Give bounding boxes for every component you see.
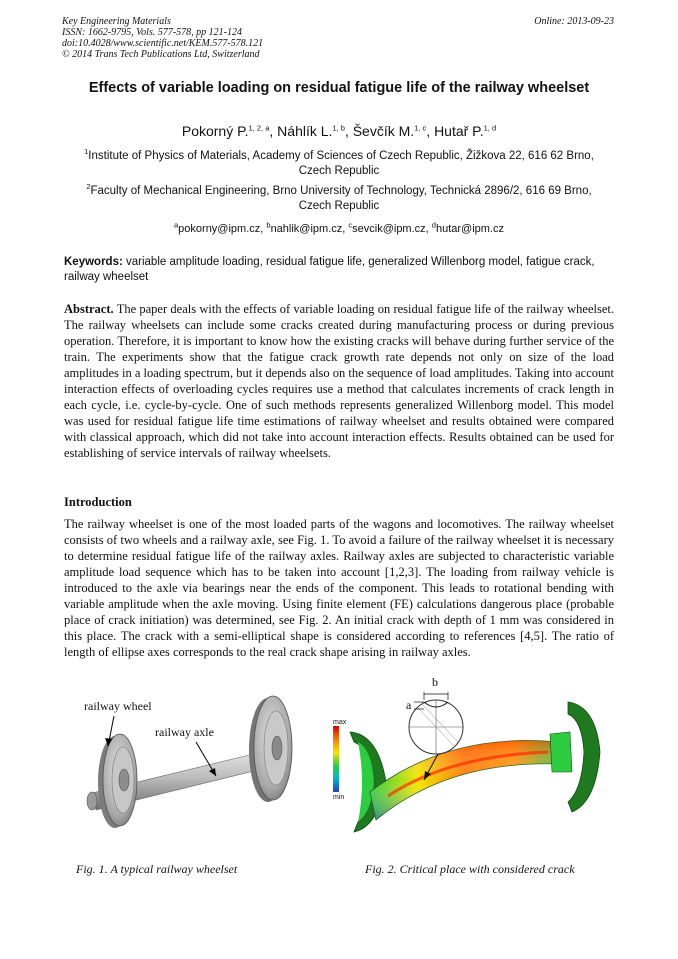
stress-legend: [333, 719, 347, 801]
email-link[interactable]: nahlik@ipm.cz: [270, 223, 343, 235]
fe-axle: [370, 741, 560, 820]
left-wheel: [98, 734, 137, 828]
author-name: Pokorný P.: [181, 123, 249, 139]
author-name: Ševčík M.: [352, 123, 415, 139]
figure-2-fe-model: [328, 672, 618, 852]
keywords: [64, 255, 614, 285]
figure-1-wheelset: [70, 690, 320, 850]
affiliation-2: [72, 184, 606, 214]
abstract: [64, 301, 614, 461]
keywords-text: variable amplitude loading, residual fatigue life, generalized Willenborg model, fatigue crack, railway wheelset: [64, 256, 595, 283]
email-link[interactable]: pokorny@ipm.cz: [178, 223, 261, 235]
author-list: Pokorný P.$^{1, 2, a}$, Náhlík L.$^{1, b}$, Ševčík M.$^{1, c}$, Hutař P.$^{1, d}$: [181, 123, 497, 139]
journal-header: [62, 16, 263, 60]
doi-line: doi:10.4028/www.scientific.net/KEM.577-578.121: [62, 38, 264, 49]
email-sup: a: [174, 220, 179, 230]
author-sup: 1, 2, a: [248, 123, 270, 133]
email-link[interactable]: hutar@ipm.cz: [435, 223, 504, 235]
email-list: $^a$pokorny@ipm.cz, $^b$nahlik@ipm.cz, $^c$sevcik@ipm.cz, $^d$hutar@ipm.cz: [174, 220, 504, 235]
keywords-label: Keywords:: [64, 256, 123, 268]
railway-axle-label: railway axle: [155, 725, 214, 739]
railway-wheel-label: railway wheel: [84, 699, 152, 713]
affiliation-text: Faculty of Mechanical Engineering, Brno University of Technology, Technická 2896/2, 616 69 Brno, Czech Republic: [90, 185, 592, 212]
email-sup: c: [348, 220, 353, 230]
email-sup: b: [266, 220, 271, 230]
affiliation-number: 1: [84, 147, 89, 157]
affiliation-text: Institute of Physics of Materials, Academy of Sciences of Czech Republic, Žižkova 22, 616 62 Brno, Czech Republic: [88, 150, 594, 177]
email-link[interactable]: sevcik@ipm.cz: [352, 223, 426, 235]
affiliation-1: [72, 149, 606, 179]
right-wheel: [249, 696, 292, 802]
figure-2-caption: Fig. 2. Critical place with considered crack: [365, 862, 575, 876]
author-sup: 1, b: [332, 123, 345, 133]
journal-name: Key Engineering Materials: [62, 16, 171, 27]
fe-left-wheel: [350, 732, 386, 832]
issn-line: ISSN: 1662-9795, Vols. 577-578, pp 121-124: [62, 27, 242, 38]
abstract-text: The paper deals with the effects of variable loading on residual fatigue life of the railway wheelset. The railway wheelsets can include some cracks created during manufacturing process or during previous operation. Therefore, it is important to know how the existing cracks will behave during further service of the train. The experiments show that the fatigue crack growth rate depends not only on size of the load amplitudes in a loading spectrum, but it depends also on the sequence of load amplitudes. Taking into account interaction effects of overloading cycles requires use a method that calculates increments of crack length in each cycle, i.e. cycle-by-cycle. One of such methods represents generalized Willenborg model. This model was used for residual fatigue life time estimations of railway wheelset and results obtained were compared with classical approach, which did not take into account interaction effects. Results obtained can be used for establishing of service intervals of railway wheelsets.: [64, 302, 614, 460]
introduction-heading: Introduction: [64, 495, 132, 509]
introduction-text: The railway wheelset is one of the most loaded parts of the wagons and locomotives. The railway wheelset consists of two wheels and a railway axle, see Fig. 1. To avoid a failure of the railway wheelset it is necessary to determine residual fatigue life of the railway axles. Railway axles are subjected to characteristic variable amplitude load sequence which has to be taken into account [1,2,3]. The loading from railway vehicle is introduced to the axle via bearings near the ends of the component. This leads to rotational bending with variable amplitude when the axle moving. Using finite element (FE) calculations dangerous place (probable place of crack initiation) was determined, see Fig. 2. An initial crack with depth of 1 mm was considered in this place. The crack with a semi-elliptical shape is considered according to references [4,5]. The ratio of length of ellipse axes corresponds to the real crack shape arising in railway axles.: [64, 517, 614, 659]
email-sup: d: [431, 220, 436, 230]
legend-min-label: min: [333, 794, 345, 801]
copyright-line: © 2014 Trans Tech Publications Ltd, Switzerland: [62, 49, 260, 60]
online-date: Online: 2013-09-23: [534, 16, 614, 27]
author-sup: 1, c: [414, 123, 427, 133]
paper-title: Effects of variable loading on residual fatigue life of the railway wheelset: [88, 80, 590, 96]
author-name: Hutař P.: [434, 123, 484, 139]
crack-width-label-b: b: [432, 675, 438, 689]
fe-right-wheel: [550, 702, 600, 812]
abstract-label: Abstract.: [64, 302, 114, 316]
affiliation-number: 2: [86, 182, 91, 192]
author-name: Náhlík L.: [277, 123, 333, 139]
author-sup: 1, d: [483, 123, 497, 133]
crack-depth-label-a: a: [406, 698, 412, 712]
legend-max-label: max: [333, 719, 347, 726]
figure-1-caption: Fig. 1. A typical railway wheelset: [76, 862, 238, 876]
